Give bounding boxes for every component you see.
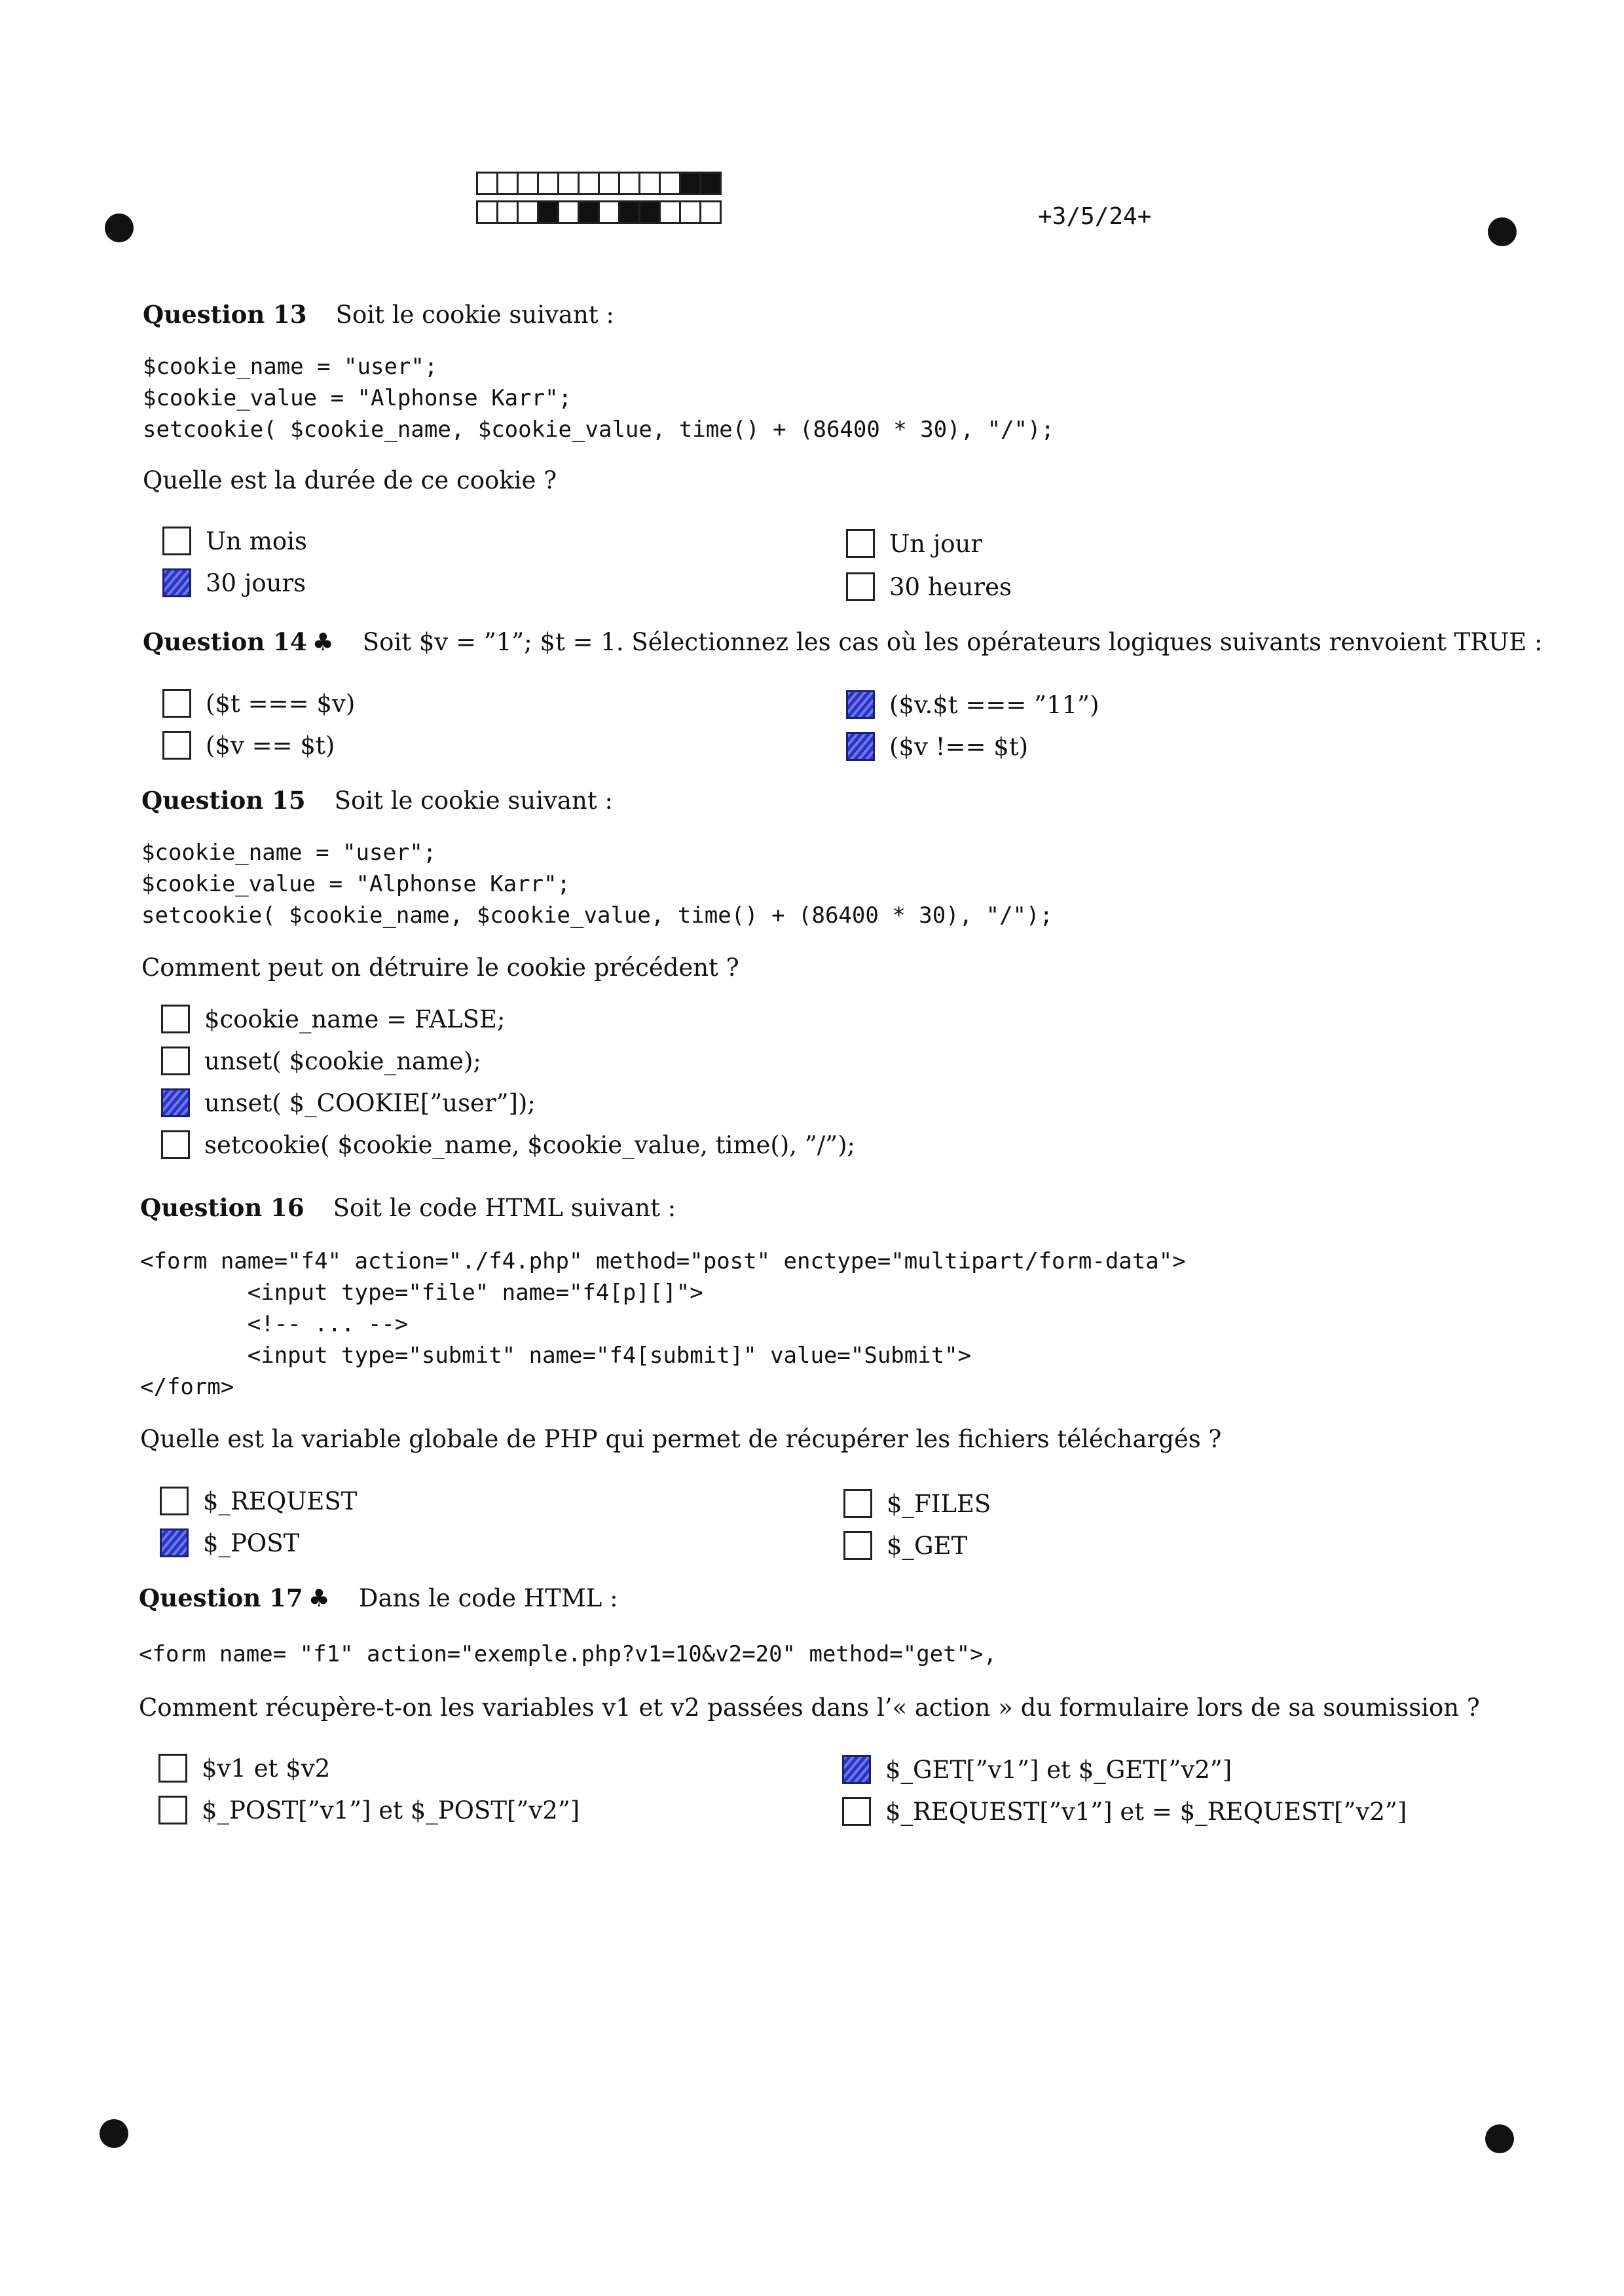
- code-line: <input type="file" name="f4[p][]">: [140, 1280, 703, 1306]
- checkbox[interactable]: [842, 1755, 871, 1784]
- question-text: Soit le cookie suivant :: [335, 301, 614, 329]
- q15-choice-3[interactable]: [161, 1088, 536, 1117]
- choice-label: Un mois: [206, 527, 307, 555]
- question-label: [143, 627, 334, 656]
- choice-label: ($v !== $t): [889, 732, 1029, 761]
- question-number: Question 17: [139, 1583, 303, 1612]
- code-line: $cookie_value = "Alphonse Karr";: [141, 871, 571, 897]
- choice-label: setcookie( $cookie_name, $cookie_value, time(), ”/”);: [204, 1130, 856, 1159]
- barcode-cell: [537, 172, 559, 195]
- checkbox[interactable]: [162, 527, 191, 555]
- barcode-cell: [638, 172, 661, 195]
- choice-label: $v1 et $v2: [202, 1754, 331, 1783]
- barcode-cell: [679, 172, 701, 195]
- q15-choice-1[interactable]: [161, 1005, 505, 1033]
- choice-label: unset( $_COOKIE[”user”]);: [204, 1088, 536, 1117]
- code-line: <!-- ... -->: [140, 1311, 409, 1337]
- checkbox[interactable]: [162, 568, 191, 597]
- barcode-cell: [578, 200, 600, 224]
- q17-choice-2[interactable]: [158, 1796, 580, 1824]
- choice-label: ($v.$t === ”11”): [889, 690, 1099, 719]
- choice-label: ($v == $t): [206, 731, 335, 760]
- checkbox[interactable]: [161, 1005, 190, 1033]
- question-13-heading: [143, 300, 614, 329]
- checkbox[interactable]: [846, 690, 875, 719]
- q16-choice-1[interactable]: [160, 1487, 357, 1515]
- question-16-code: [140, 1246, 1186, 1403]
- checkbox[interactable]: [846, 732, 875, 761]
- q14-choice-1[interactable]: [162, 689, 355, 718]
- q14-choice-4[interactable]: [846, 732, 1028, 761]
- multiple-answer-club-icon: ♣: [308, 1584, 330, 1612]
- question-13-prompt: Quelle est la durée de ce cookie ?: [143, 466, 557, 494]
- checkbox[interactable]: [846, 529, 875, 558]
- q13-choice-2[interactable]: [162, 568, 306, 597]
- code-line: </form>: [140, 1374, 234, 1400]
- barcode-cell: [699, 172, 722, 195]
- barcode-cell: [598, 200, 620, 224]
- barcode-cell: [638, 200, 661, 224]
- checkbox[interactable]: [158, 1796, 187, 1824]
- page-code: +3/5/24+: [1038, 203, 1152, 230]
- barcode-cell: [557, 172, 580, 195]
- question-16-prompt: Quelle est la variable globale de PHP qui permet de récupérer les fichiers téléchargés ?: [140, 1425, 1222, 1453]
- q17-choice-4[interactable]: [842, 1797, 1407, 1826]
- choice-label: 30 jours: [206, 568, 306, 597]
- choice-label: unset( $cookie_name);: [204, 1046, 481, 1075]
- q15-choice-4[interactable]: [161, 1130, 855, 1159]
- q15-choice-2[interactable]: [161, 1046, 481, 1075]
- barcode-cell: [517, 172, 539, 195]
- question-label: Question 15: [141, 786, 306, 815]
- checkbox[interactable]: [843, 1531, 872, 1560]
- question-number: Question 14: [143, 627, 307, 656]
- question-label: Question 13: [143, 300, 307, 329]
- choice-label: $cookie_name = FALSE;: [204, 1005, 506, 1033]
- barcode-cell: [659, 200, 681, 224]
- code-line: setcookie( $cookie_name, $cookie_value, time() + (86400 * 30), "/");: [143, 417, 1054, 443]
- checkbox[interactable]: [161, 1046, 190, 1075]
- checkbox[interactable]: [160, 1528, 189, 1557]
- code-line: $cookie_name = "user";: [143, 354, 438, 380]
- question-17-prompt: Comment récupère-t-on les variables v1 et v2 passées dans l’« action » du formulaire lors de sa soumission ?: [139, 1694, 1480, 1722]
- registration-mark-top-left: [105, 213, 134, 242]
- multiple-answer-club-icon: ♣: [312, 628, 334, 656]
- choice-label: 30 heures: [889, 572, 1012, 601]
- barcode-cell: [476, 200, 498, 224]
- question-label: Question 16: [140, 1193, 304, 1222]
- code-line: $cookie_value = "Alphonse Karr";: [143, 385, 572, 411]
- question-text: Soit $v = ”1”; $t = 1. Sélectionnez les cas où les opérateurs logiques suivants renvoient TRUE :: [362, 628, 1543, 656]
- code-line: $cookie_name = "user";: [141, 840, 437, 866]
- question-17-code: [139, 1639, 997, 1670]
- q13-choice-1[interactable]: [162, 527, 307, 555]
- registration-mark-top-right: [1488, 217, 1517, 246]
- q16-choice-3[interactable]: [843, 1489, 991, 1518]
- checkbox[interactable]: [162, 689, 191, 718]
- question-15-code: [141, 837, 1053, 931]
- barcode-cell: [476, 172, 498, 195]
- q13-choice-3[interactable]: [846, 529, 982, 558]
- question-17-heading: [139, 1583, 618, 1612]
- code-line: <form name= "f1" action="exemple.php?v1=10&v2=20" method="get">,: [139, 1641, 997, 1667]
- question-14-heading: [143, 627, 1543, 656]
- checkbox[interactable]: [160, 1487, 189, 1515]
- q13-choice-4[interactable]: [846, 572, 1012, 601]
- choice-label: $_POST[”v1”] et $_POST[”v2”]: [202, 1796, 580, 1824]
- question-label: [139, 1583, 330, 1612]
- checkbox[interactable]: [846, 572, 875, 601]
- barcode-cell: [679, 200, 701, 224]
- choice-label: $_GET[”v1”] et $_GET[”v2”]: [885, 1755, 1232, 1784]
- registration-mark-bottom-left: [100, 2119, 128, 2148]
- checkbox[interactable]: [158, 1754, 187, 1783]
- checkbox[interactable]: [161, 1088, 190, 1117]
- question-13-code: [143, 351, 1054, 445]
- checkbox[interactable]: [843, 1489, 872, 1518]
- question-16-heading: [140, 1193, 676, 1222]
- choice-label: Un jour: [889, 529, 983, 558]
- barcode-cell: [496, 200, 519, 224]
- barcode-cell: [659, 172, 681, 195]
- question-text: Soit le cookie suivant :: [334, 787, 613, 815]
- barcode-cell: [618, 172, 640, 195]
- barcode-cell: [699, 200, 722, 224]
- choice-label: $_GET: [887, 1531, 968, 1560]
- barcode-cell: [618, 200, 640, 224]
- choice-label: $_POST: [203, 1528, 300, 1557]
- choice-label: $_REQUEST[”v1”] et = $_REQUEST[”v2”]: [885, 1797, 1407, 1826]
- checkbox[interactable]: [161, 1130, 190, 1159]
- q14-choice-2[interactable]: [162, 731, 335, 760]
- id-barcode-row-2: [478, 200, 722, 224]
- barcode-cell: [537, 200, 559, 224]
- choice-label: $_FILES: [887, 1489, 991, 1518]
- barcode-cell: [517, 200, 539, 224]
- barcode-cell: [496, 172, 519, 195]
- choice-label: $_REQUEST: [203, 1487, 358, 1515]
- checkbox[interactable]: [842, 1797, 871, 1826]
- q16-choice-2[interactable]: [160, 1528, 299, 1557]
- checkbox[interactable]: [162, 731, 191, 760]
- code-line: <form name="f4" action="./f4.php" method="post" enctype="multipart/form-data">: [140, 1248, 1186, 1274]
- barcode-cell: [557, 200, 580, 224]
- q16-choice-4[interactable]: [843, 1531, 967, 1560]
- question-text: Soit le code HTML suivant :: [333, 1194, 676, 1222]
- question-15-prompt: Comment peut on détruire le cookie précédent ?: [141, 954, 739, 982]
- q17-choice-1[interactable]: [158, 1754, 330, 1783]
- barcode-cell: [598, 172, 620, 195]
- question-text: Dans le code HTML :: [358, 1584, 618, 1612]
- barcode-cell: [578, 172, 600, 195]
- question-15-heading: [141, 786, 613, 815]
- q17-choice-3[interactable]: [842, 1755, 1232, 1784]
- code-line: <input type="submit" name="f4[submit]" value="Submit">: [140, 1342, 972, 1369]
- id-barcode-row-1: [478, 172, 722, 195]
- registration-mark-bottom-right: [1485, 2124, 1514, 2153]
- choice-label: ($t === $v): [206, 689, 356, 718]
- code-line: setcookie( $cookie_name, $cookie_value, time() + (86400 * 30), "/");: [141, 902, 1053, 929]
- q14-choice-3[interactable]: [846, 690, 1099, 719]
